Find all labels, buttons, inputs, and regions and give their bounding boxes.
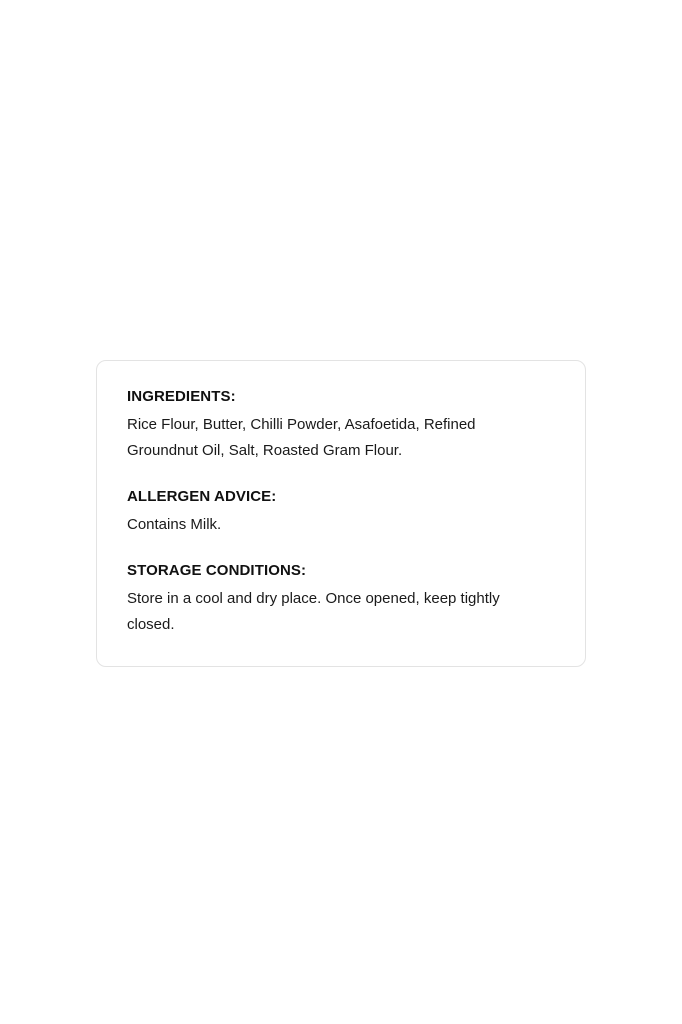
allergen-advice-heading: ALLERGEN ADVICE: bbox=[127, 487, 277, 505]
ingredients-text: Rice Flour, Butter, Chilli Powder, Asafoetida, Refined Groundnut Oil, Salt, Roasted Gram Flour. bbox=[127, 416, 476, 460]
ingredients-heading: INGREDIENTS: bbox=[127, 388, 236, 405]
allergen-advice-section bbox=[127, 487, 555, 538]
product-label-card bbox=[96, 360, 586, 667]
allergen-advice-text: Contains Milk. bbox=[127, 516, 222, 534]
storage-conditions-section bbox=[127, 561, 555, 638]
storage-conditions-text: Store in a cool and dry place. Once opened, keep tightly closed. bbox=[127, 590, 500, 633]
storage-conditions-heading: STORAGE CONDITIONS: bbox=[127, 561, 307, 579]
ingredients-section bbox=[127, 387, 555, 464]
